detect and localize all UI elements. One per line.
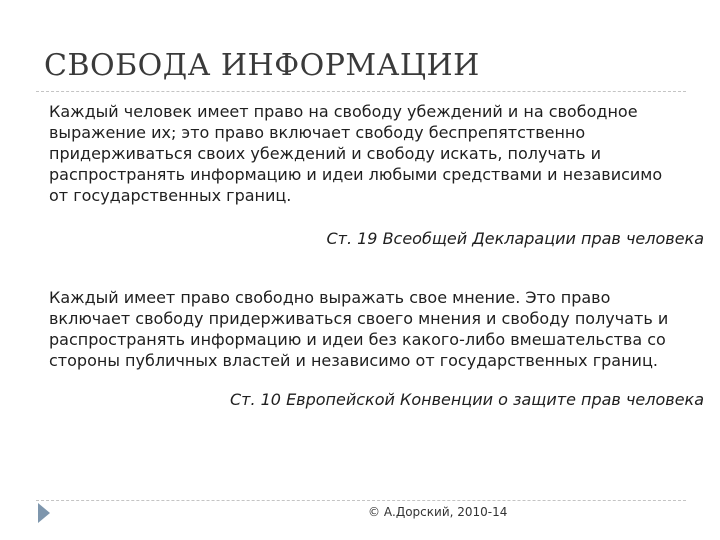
- quote-line: распространять информацию и идеи без какого-либо вмешательства со: [49, 330, 666, 349]
- citation-echr: Ст. 10 Европейской Конвенции о защите прав человека: [229, 390, 704, 409]
- quote-line: включает свободу придерживаться своего мнения и свободу получать и: [49, 309, 669, 328]
- quote-paragraph-udhr: [49, 101, 689, 206]
- quote-line: стороны публичных властей и независимо от государственных границ.: [49, 351, 658, 370]
- title-divider: [36, 91, 686, 92]
- quote-line: выражение их; это право включает свободу беспрепятственно: [49, 123, 586, 142]
- triangle-arrow-right-icon: [38, 503, 50, 523]
- quote-line: от государственных границ.: [49, 186, 292, 205]
- quote-line: Каждый имеет право свободно выражать свое мнение. Это право: [49, 288, 611, 307]
- citation-udhr: Ст. 19 Всеобщей Декларации прав человека: [326, 229, 704, 248]
- quote-line: придерживаться своих убеждений и свободу искать, получать и: [49, 144, 601, 163]
- quote-line: Каждый человек имеет право на свободу убеждений и на свободное: [49, 102, 638, 121]
- footer-divider: [36, 500, 686, 501]
- quote-paragraph-echr: [49, 287, 689, 371]
- quote-line: распространять информацию и идеи любыми средствами и независимо: [49, 165, 663, 184]
- footer-copyright: © А.Дорский, 2010-14: [368, 505, 508, 519]
- slide-title: СВОБОДА ИНФОРМАЦИИ: [44, 48, 480, 83]
